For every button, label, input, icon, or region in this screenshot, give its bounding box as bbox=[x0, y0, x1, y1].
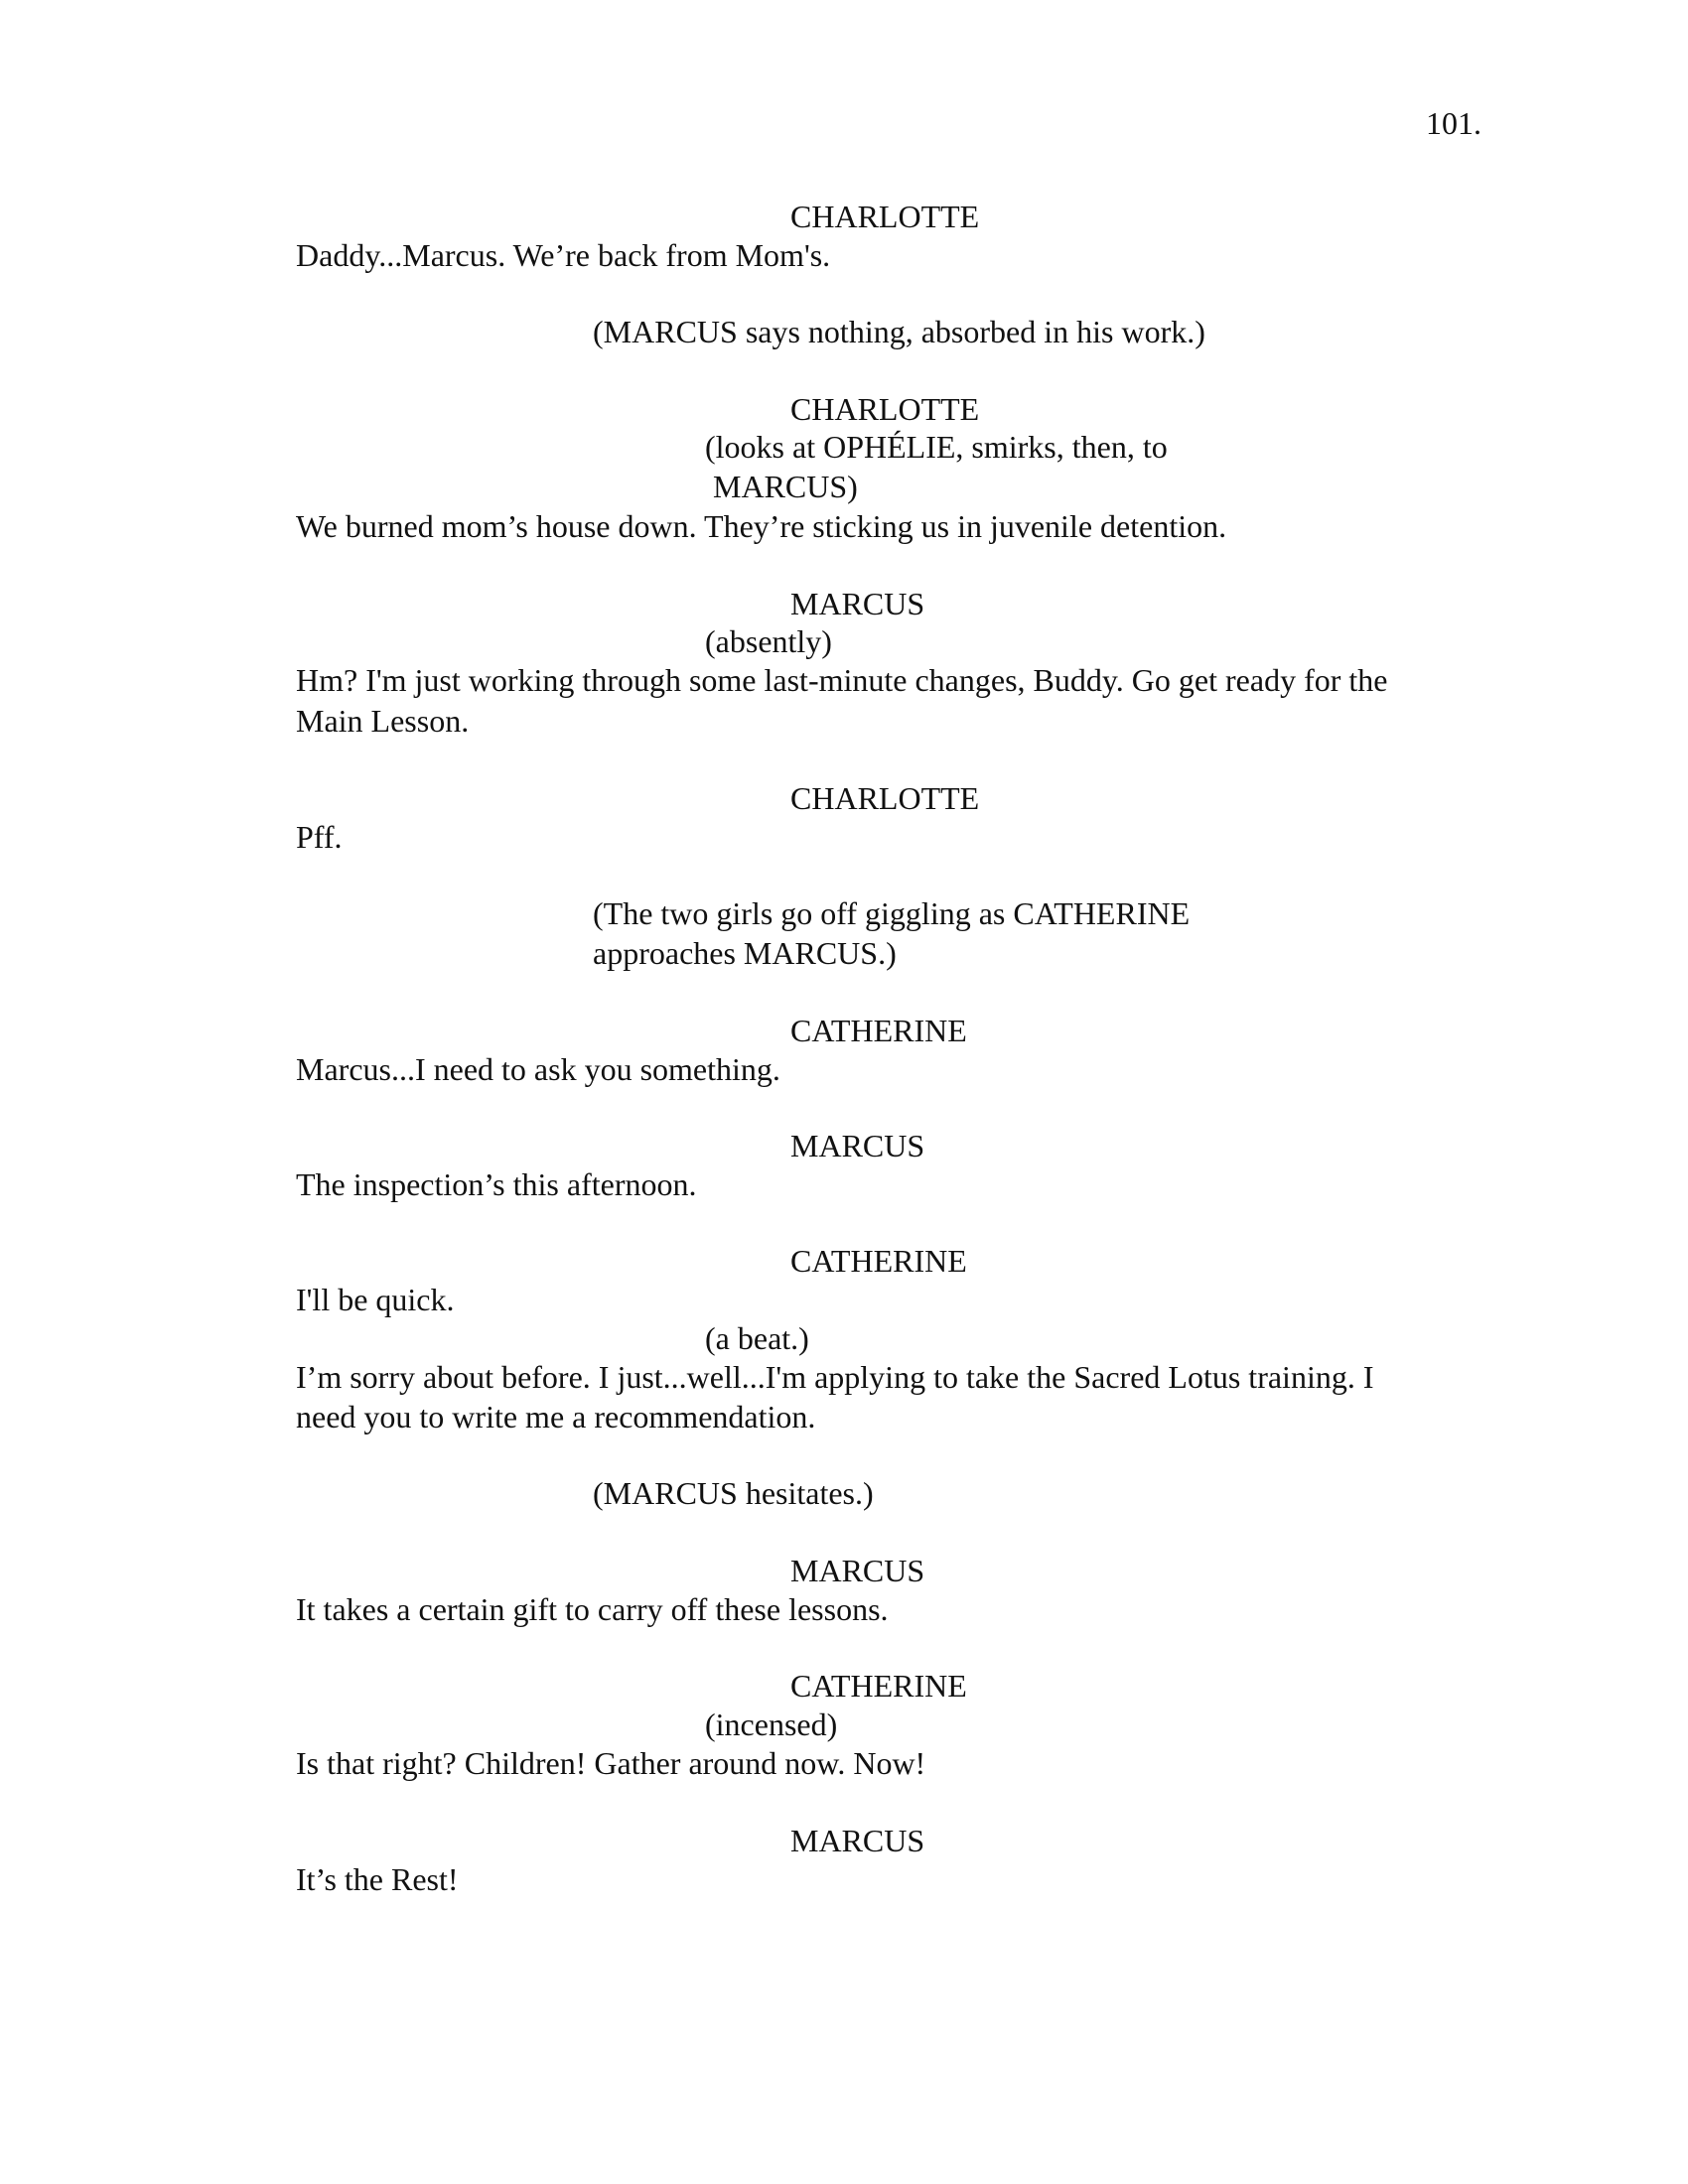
character-name: CATHERINE bbox=[790, 1243, 967, 1279]
character-name: MARCUS bbox=[790, 586, 925, 621]
dialogue: Marcus...I need to ask you something. bbox=[296, 1051, 780, 1087]
parenthetical: (looks at OPHÉLIE, smirks, then, to bbox=[705, 429, 1168, 465]
parenthetical: (incensed) bbox=[705, 1706, 838, 1742]
parenthetical: MARCUS) bbox=[713, 469, 858, 504]
character-name: CHARLOTTE bbox=[790, 199, 980, 234]
dialogue: It’s the Rest! bbox=[296, 1861, 459, 1897]
dialogue: need you to write me a recommendation. bbox=[296, 1399, 816, 1434]
stage-direction: approaches MARCUS.) bbox=[593, 935, 897, 971]
character-name: CATHERINE bbox=[790, 1013, 967, 1048]
dialogue: Is that right? Children! Gather around now. Now! bbox=[296, 1745, 926, 1781]
dialogue: I'll be quick. bbox=[296, 1282, 455, 1317]
character-name: MARCUS bbox=[790, 1128, 925, 1163]
character-name: CATHERINE bbox=[790, 1668, 967, 1704]
stage-direction: (MARCUS hesitates.) bbox=[593, 1475, 874, 1511]
character-name: CHARLOTTE bbox=[790, 780, 980, 816]
character-name: MARCUS bbox=[790, 1553, 925, 1588]
character-name: MARCUS bbox=[790, 1823, 925, 1858]
page-number: 101. bbox=[1426, 105, 1481, 141]
dialogue: The inspection’s this afternoon. bbox=[296, 1166, 697, 1202]
dialogue: Main Lesson. bbox=[296, 703, 470, 739]
dialogue: Hm? I'm just working through some last-minute changes, Buddy. Go get ready for the bbox=[296, 662, 1388, 698]
dialogue: Daddy...Marcus. We’re back from Mom's. bbox=[296, 237, 831, 273]
parenthetical: (a beat.) bbox=[705, 1320, 809, 1356]
stage-direction: (The two girls go off giggling as CATHERINE bbox=[593, 895, 1191, 931]
stage-direction: (MARCUS says nothing, absorbed in his work.) bbox=[593, 314, 1205, 349]
dialogue: We burned mom’s house down. They’re sticking us in juvenile detention. bbox=[296, 508, 1227, 544]
dialogue: It takes a certain gift to carry off these lessons. bbox=[296, 1591, 889, 1627]
dialogue: Pff. bbox=[296, 819, 343, 855]
character-name: CHARLOTTE bbox=[790, 391, 980, 427]
parenthetical: (absently) bbox=[705, 623, 832, 659]
dialogue: I’m sorry about before. I just...well...I'm applying to take the Sacred Lotus training. I bbox=[296, 1359, 1374, 1395]
